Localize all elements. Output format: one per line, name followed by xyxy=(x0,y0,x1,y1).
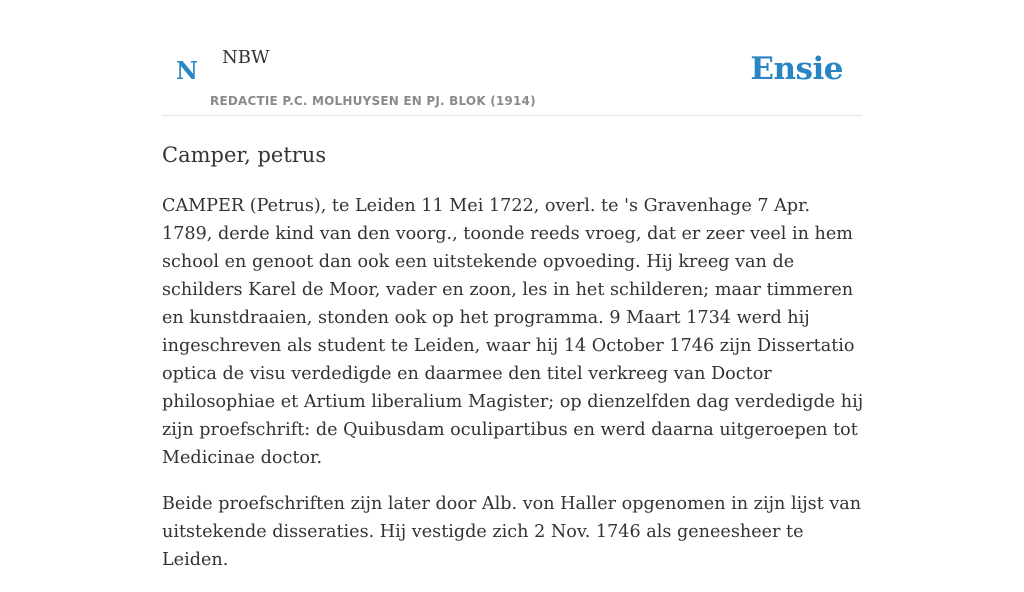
brand-logo[interactable]: Ensie xyxy=(750,51,843,87)
source-logo[interactable]: N xyxy=(176,56,198,85)
article-body xyxy=(162,192,864,592)
source-header xyxy=(162,0,862,116)
article-paragraph: CAMPER (Petrus), te Leiden 11 Mei 1722, overl. te 's Gravenhage 7 Apr. 1789, derde kind van den voorg., toonde reeds vroeg, dat er zeer veel in hem school en genoot dan ook een uitstekende opvoeding. Hij kreeg van de schilders Karel de Moor, vader en zoon, les in het schilderen; maar timmeren en kunstdraaien, stonden ook op het programma. 9 Maart 1734 werd hij ingeschreven als student te Leiden, waar hij 14 October 1746 zijn Dissertatio optica de visu verdedigde en daarmee den titel verkreeg van Doctor philosophiae et Artium liberalium Magister; op dienzelfden dag verdedigde hij zijn proefschrift: de Quibusdam oculipartibus en werd daarna uitgeroepen tot Medicinae doctor. xyxy=(162,196,864,468)
article-paragraph: Beide proefschriften zijn later door Alb. von Haller opgenomen in zijn lijst van uitstekende disseraties. Hij vestigde zich 2 Nov. 1746 als geneesheer te Leiden. xyxy=(162,494,862,570)
source-editor: REDACTIE P.C. MOLHUYSEN EN PJ. BLOK (1914) xyxy=(210,94,536,108)
source-name[interactable]: NBW xyxy=(222,47,270,68)
article-title: Camper, petrus xyxy=(162,143,327,167)
